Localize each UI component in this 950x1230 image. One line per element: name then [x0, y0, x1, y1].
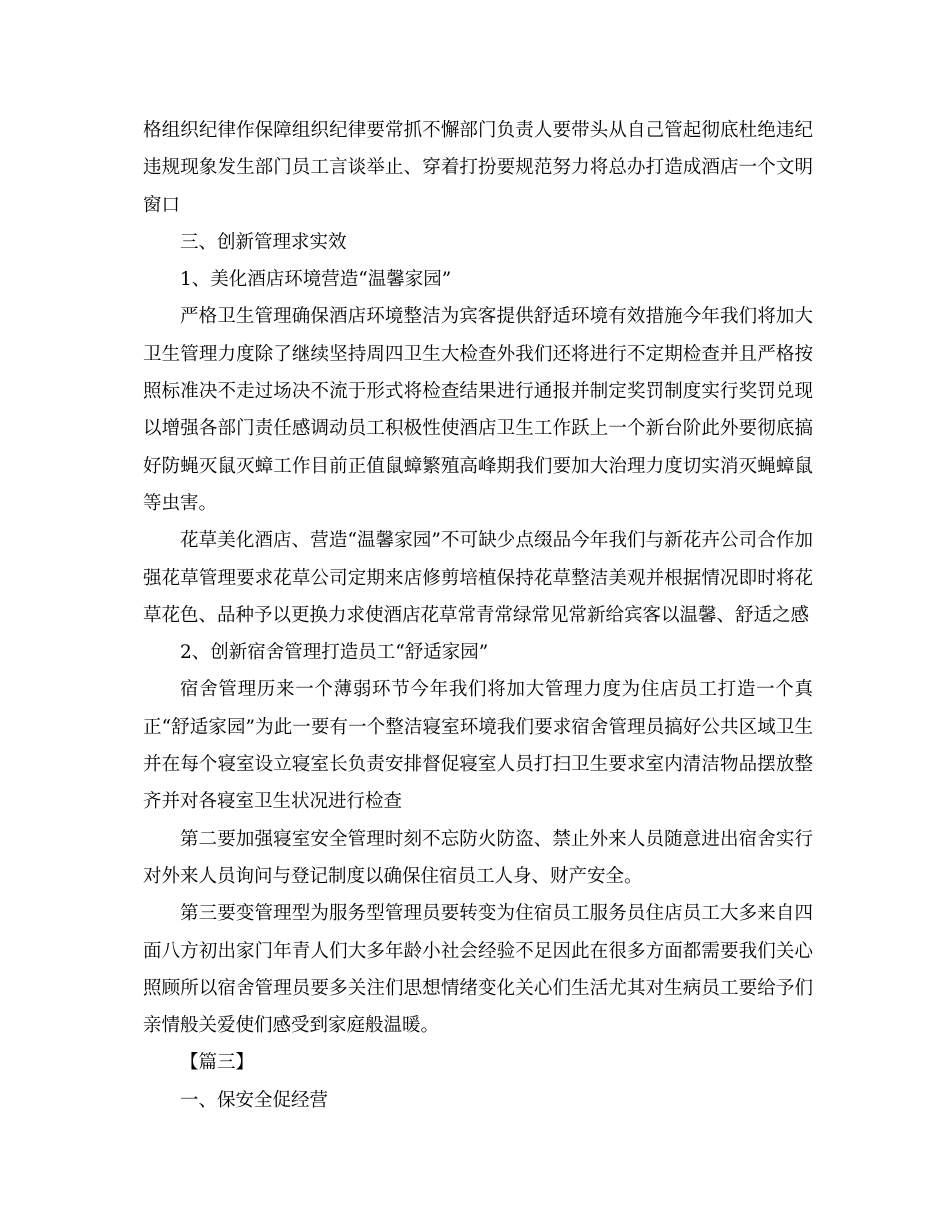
paragraph-flower-decoration: 花草美化酒店、营造“温馨家园”不可缺少点缀品今年我们与新花卉公司合作加强花草管理要求花草公司定期来店修剪培植保持花草整洁美观并根据情况即时将花草花色、品种予以更换力求使酒店花草常青常绿常见常新给宾客以温馨、舒适之感 [143, 530, 813, 626]
document-body [143, 112, 813, 1119]
paragraph-dormitory-environment: 宿舍管理历来一个薄弱环节今年我们将加大管理力度为住店员工打造一个真正“舒适家园”为此一要有一个整洁寝室环境我们要求宿舍管理员搞好公共区域卫生并在每个寝室设立寝室长负责安排督促寝室人员打扫卫生要求室内清洁物品摆放整齐并对各寝室卫生状况进行检查 [143, 679, 813, 813]
section-marker-part-three: 【篇三】 [180, 1052, 255, 1074]
paragraph-continuation: 格组织纪律作保障组织纪律要常抓不懈部门负责人要带头从自己管起彻底杜绝违纪违规现象发生部门员工言谈举止、穿着打扮要规范努力将总办打造成酒店一个文明窗口 [143, 120, 813, 216]
paragraph-dormitory-safety: 第二要加强寝室安全管理时刻不忘防火防盗、禁止外来人员随意进出宿舍实行对外来人员询问与登记制度以确保住宿员工人身、财产安全。 [143, 828, 813, 887]
section-heading-safety: 一、保安全促经营 [180, 1089, 329, 1111]
paragraph-service-oriented: 第三要变管理型为服务型管理员要转变为住宿员工服务员住店员工大多来自四面八方初出家门年青人们大多年龄小社会经验不足因此在很多方面都需要我们关心照顾所以宿舍管理员要多关注们思想情绪变化关心们生活尤其对生病员工要给予们亲情般关爱使们感受到家庭般温暖。 [143, 903, 813, 1037]
subheading-dormitory-management: 2、创新宿舍管理打造员工“舒适家园” [180, 642, 489, 664]
paragraph-hygiene-management: 严格卫生管理确保酒店环境整洁为宾客提供舒适环境有效措施今年我们将加大卫生管理力度除了继续坚持周四卫生大检查外我们还将进行不定期检查并且严格按照标准决不走过场决不流于形式将检查结果进行通报并制定奖罚制度实行奖罚兑现以增强各部门责任感调动员工积极性使酒店卫生工作跃上一个新台阶此外要彻底搞好防蝇灭鼠灭蟑工作目前正值鼠蟑繁殖高峰期我们要加大治理力度切实消灭蝇蟑鼠等虫害。 [143, 306, 813, 514]
subheading-hotel-environment: 1、美化酒店环境营造“温馨家园” [180, 269, 452, 291]
section-heading-innovation: 三、创新管理求实效 [180, 231, 347, 253]
